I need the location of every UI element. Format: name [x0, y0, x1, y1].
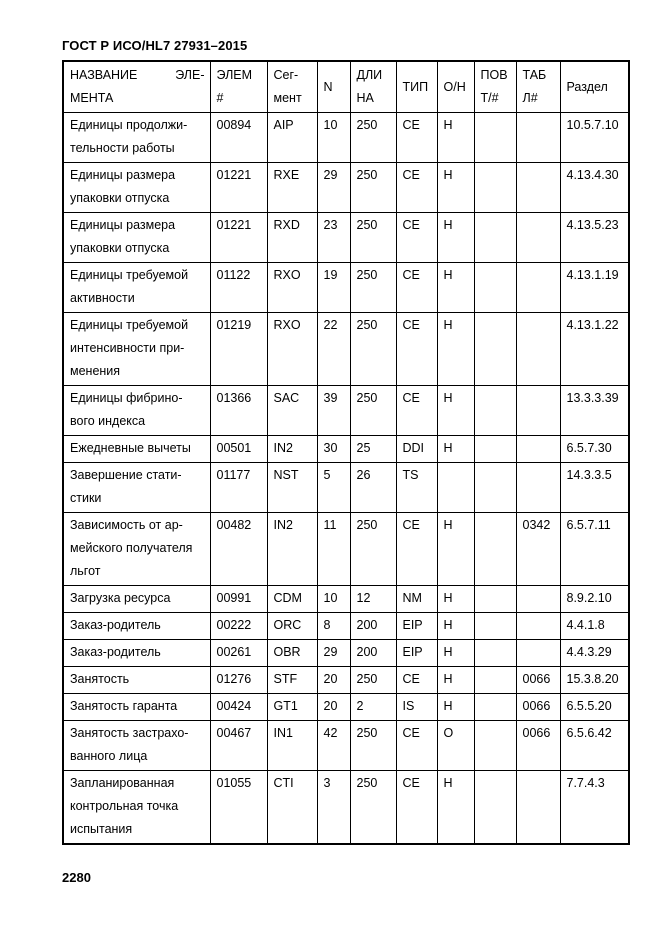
cell-repetition: [474, 513, 516, 586]
table-row: [63, 640, 629, 667]
cell-repetition: [474, 721, 516, 771]
cell-name: Единицы фибрино-вого индекса: [63, 386, 210, 436]
cell-table: [516, 586, 560, 613]
table-row: [63, 213, 629, 263]
cell-n: 20: [317, 667, 350, 694]
cell-repetition: [474, 213, 516, 263]
cell-segment: STF: [267, 667, 317, 694]
cell-segment: NST: [267, 463, 317, 513]
cell-elem: 01177: [210, 463, 267, 513]
column-header-table: ТАБ Л#: [516, 61, 560, 113]
cell-type: CE: [396, 386, 437, 436]
table-row: [63, 163, 629, 213]
cell-name: Завершение стати-стики: [63, 463, 210, 513]
cell-segment: AIP: [267, 113, 317, 163]
cell-n: 42: [317, 721, 350, 771]
cell-n: 8: [317, 613, 350, 640]
table-body: [63, 113, 629, 845]
cell-length: 200: [350, 640, 396, 667]
cell-length: 250: [350, 513, 396, 586]
cell-elem: 01276: [210, 667, 267, 694]
cell-type: DDI: [396, 436, 437, 463]
column-header-segment: Сег-мент: [267, 61, 317, 113]
cell-table: 0066: [516, 694, 560, 721]
cell-elem: 00424: [210, 694, 267, 721]
table-header-row: [63, 61, 629, 113]
cell-repetition: [474, 667, 516, 694]
cell-length: 250: [350, 771, 396, 845]
table-row: [63, 386, 629, 436]
cell-n: 20: [317, 694, 350, 721]
cell-segment: GT1: [267, 694, 317, 721]
document-header: ГОСТ Р ИСО/HL7 27931–2015: [62, 38, 248, 53]
cell-section: 13.3.3.39: [560, 386, 629, 436]
cell-repetition: [474, 694, 516, 721]
table-row: [63, 263, 629, 313]
cell-name: Запланированная контрольная точка испытания: [63, 771, 210, 845]
cell-table: 0066: [516, 667, 560, 694]
cell-optionality: Н: [437, 586, 474, 613]
table-row: [63, 613, 629, 640]
cell-segment: CTI: [267, 771, 317, 845]
cell-repetition: [474, 436, 516, 463]
cell-name: Занятость застрахо-ванного лица: [63, 721, 210, 771]
cell-elem: 01219: [210, 313, 267, 386]
cell-table: [516, 613, 560, 640]
cell-section: 4.13.5.23: [560, 213, 629, 263]
cell-name: Занятость: [63, 667, 210, 694]
cell-type: CE: [396, 163, 437, 213]
cell-section: 7.7.4.3: [560, 771, 629, 845]
cell-elem: 00482: [210, 513, 267, 586]
cell-optionality: Н: [437, 386, 474, 436]
cell-elem: 01055: [210, 771, 267, 845]
table-row: [63, 721, 629, 771]
cell-section: 4.13.1.22: [560, 313, 629, 386]
cell-section: 8.9.2.10: [560, 586, 629, 613]
cell-table: [516, 771, 560, 845]
cell-optionality: [437, 463, 474, 513]
cell-repetition: [474, 771, 516, 845]
cell-type: EIP: [396, 640, 437, 667]
cell-table: [516, 163, 560, 213]
cell-n: 29: [317, 163, 350, 213]
cell-type: CE: [396, 513, 437, 586]
cell-name: Единицы размера упаковки отпуска: [63, 163, 210, 213]
cell-length: 26: [350, 463, 396, 513]
cell-repetition: [474, 113, 516, 163]
cell-repetition: [474, 613, 516, 640]
column-header-elem: ЭЛЕМ #: [210, 61, 267, 113]
table-row: [63, 694, 629, 721]
cell-type: CE: [396, 313, 437, 386]
cell-type: CE: [396, 771, 437, 845]
cell-name: Единицы продолжи-тельности работы: [63, 113, 210, 163]
cell-length: 200: [350, 613, 396, 640]
cell-segment: OBR: [267, 640, 317, 667]
cell-segment: IN2: [267, 436, 317, 463]
cell-name: Занятость гаранта: [63, 694, 210, 721]
table-row: [63, 667, 629, 694]
cell-table: [516, 113, 560, 163]
cell-section: 4.4.3.29: [560, 640, 629, 667]
table-row: [63, 436, 629, 463]
cell-n: 19: [317, 263, 350, 313]
cell-table: 0066: [516, 721, 560, 771]
table-row: [63, 113, 629, 163]
cell-repetition: [474, 313, 516, 386]
cell-section: 15.3.8.20: [560, 667, 629, 694]
cell-segment: RXO: [267, 313, 317, 386]
cell-repetition: [474, 263, 516, 313]
cell-n: 10: [317, 586, 350, 613]
cell-repetition: [474, 463, 516, 513]
cell-segment: IN1: [267, 721, 317, 771]
cell-section: 4.13.4.30: [560, 163, 629, 213]
cell-name: Единицы требуемой интенсивности при-менения: [63, 313, 210, 386]
cell-section: 4.13.1.19: [560, 263, 629, 313]
column-header-n: N: [317, 61, 350, 113]
table-row: [63, 463, 629, 513]
page-number: 2280: [62, 870, 91, 885]
cell-elem: 01221: [210, 163, 267, 213]
cell-elem: 00467: [210, 721, 267, 771]
cell-length: 12: [350, 586, 396, 613]
cell-name: Единицы размера упаковки отпуска: [63, 213, 210, 263]
cell-elem: 00991: [210, 586, 267, 613]
cell-elem: 00222: [210, 613, 267, 640]
cell-length: 250: [350, 667, 396, 694]
cell-table: [516, 313, 560, 386]
cell-optionality: Н: [437, 263, 474, 313]
column-header-length: ДЛИ НА: [350, 61, 396, 113]
cell-segment: RXD: [267, 213, 317, 263]
cell-n: 22: [317, 313, 350, 386]
cell-repetition: [474, 386, 516, 436]
cell-elem: 01122: [210, 263, 267, 313]
cell-optionality: Н: [437, 513, 474, 586]
cell-name: Ежедневные вычеты: [63, 436, 210, 463]
cell-elem: 00501: [210, 436, 267, 463]
cell-length: 250: [350, 386, 396, 436]
cell-name: Единицы требуемой активности: [63, 263, 210, 313]
cell-elem: 00894: [210, 113, 267, 163]
cell-optionality: Н: [437, 771, 474, 845]
cell-optionality: Н: [437, 436, 474, 463]
cell-n: 11: [317, 513, 350, 586]
cell-section: 6.5.5.20: [560, 694, 629, 721]
column-header-repetition: ПОВ Т/#: [474, 61, 516, 113]
cell-name: Заказ-родитель: [63, 640, 210, 667]
cell-type: CE: [396, 213, 437, 263]
cell-section: 10.5.7.10: [560, 113, 629, 163]
cell-n: 23: [317, 213, 350, 263]
table-row: [63, 313, 629, 386]
cell-optionality: Н: [437, 113, 474, 163]
cell-section: 14.3.3.5: [560, 463, 629, 513]
cell-length: 250: [350, 721, 396, 771]
cell-segment: ORC: [267, 613, 317, 640]
cell-table: [516, 263, 560, 313]
cell-segment: CDM: [267, 586, 317, 613]
cell-optionality: Н: [437, 640, 474, 667]
cell-type: CE: [396, 721, 437, 771]
cell-type: NM: [396, 586, 437, 613]
cell-n: 10: [317, 113, 350, 163]
table-row: [63, 586, 629, 613]
cell-optionality: Н: [437, 313, 474, 386]
cell-optionality: Н: [437, 667, 474, 694]
table-row: [63, 513, 629, 586]
cell-length: 250: [350, 163, 396, 213]
cell-length: 250: [350, 263, 396, 313]
cell-repetition: [474, 586, 516, 613]
cell-length: 250: [350, 313, 396, 386]
cell-name: Зависимость от ар-мейского получателя льгот: [63, 513, 210, 586]
cell-repetition: [474, 163, 516, 213]
cell-type: IS: [396, 694, 437, 721]
cell-elem: 01221: [210, 213, 267, 263]
cell-type: CE: [396, 263, 437, 313]
cell-repetition: [474, 640, 516, 667]
cell-table: [516, 463, 560, 513]
cell-optionality: Н: [437, 213, 474, 263]
cell-name: Загрузка ресурса: [63, 586, 210, 613]
cell-section: 6.5.7.30: [560, 436, 629, 463]
cell-segment: SAC: [267, 386, 317, 436]
cell-n: 39: [317, 386, 350, 436]
cell-table: [516, 436, 560, 463]
cell-optionality: Н: [437, 613, 474, 640]
cell-optionality: О: [437, 721, 474, 771]
cell-type: CE: [396, 667, 437, 694]
cell-elem: 01366: [210, 386, 267, 436]
cell-table: [516, 386, 560, 436]
cell-segment: RXO: [267, 263, 317, 313]
cell-segment: RXE: [267, 163, 317, 213]
cell-length: 250: [350, 213, 396, 263]
cell-n: 30: [317, 436, 350, 463]
table-row: [63, 771, 629, 845]
column-header-section: Раздел: [560, 61, 629, 113]
cell-optionality: Н: [437, 163, 474, 213]
cell-type: EIP: [396, 613, 437, 640]
column-header-name: НАЗВАНИЕ ЭЛЕ-МЕНТА: [63, 61, 210, 113]
cell-length: 250: [350, 113, 396, 163]
column-header-optionality: О/Н: [437, 61, 474, 113]
cell-n: 29: [317, 640, 350, 667]
data-elements-table: [62, 60, 630, 845]
cell-table: [516, 640, 560, 667]
cell-segment: IN2: [267, 513, 317, 586]
cell-type: CE: [396, 113, 437, 163]
cell-name: Заказ-родитель: [63, 613, 210, 640]
cell-section: 4.4.1.8: [560, 613, 629, 640]
cell-n: 5: [317, 463, 350, 513]
cell-table: [516, 213, 560, 263]
cell-elem: 00261: [210, 640, 267, 667]
cell-section: 6.5.7.11: [560, 513, 629, 586]
cell-length: 25: [350, 436, 396, 463]
column-header-type: ТИП: [396, 61, 437, 113]
cell-length: 2: [350, 694, 396, 721]
cell-type: TS: [396, 463, 437, 513]
cell-n: 3: [317, 771, 350, 845]
cell-optionality: Н: [437, 694, 474, 721]
cell-table: 0342: [516, 513, 560, 586]
cell-section: 6.5.6.42: [560, 721, 629, 771]
